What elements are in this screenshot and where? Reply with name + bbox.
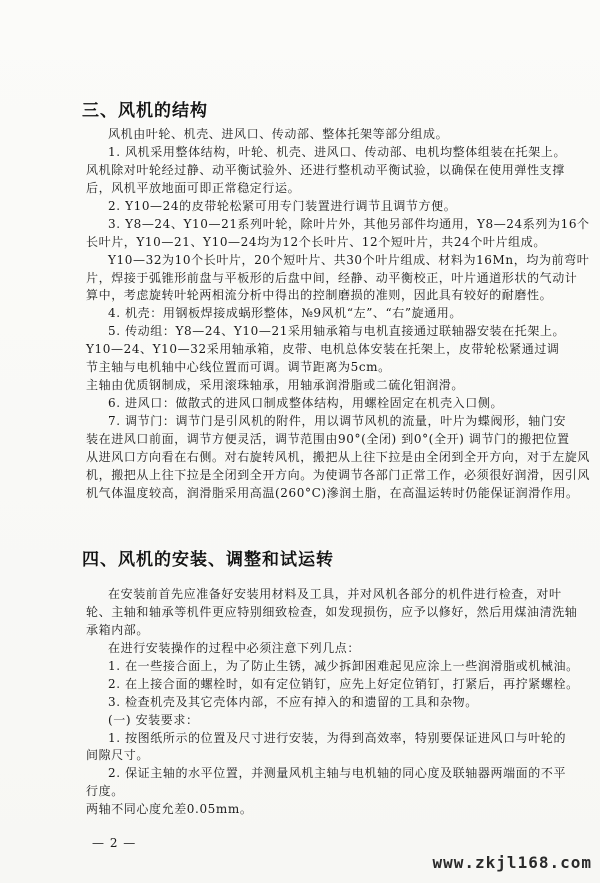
section-3-heading: 三、风机的结构 <box>82 101 208 121</box>
text-line: 节主轴与电机轴中心线位置而可调。调节距离为5cm。 <box>86 360 391 375</box>
text-line: 轮、主轴和轴承等机件更应特别细致检查，如发现损伤，应予以修好，然后用煤油清洗轴 <box>86 604 578 619</box>
text-line: 风机除对叶轮经过静、动平衡试验外、还进行整机动平衡试验，以确保在使用弹性支撑 <box>86 162 565 177</box>
text-line: 从进风口方向看在右侧。对右旋转风机，搬把从上往下拉是由全闭到全开方向，对于左旋风 <box>86 449 591 464</box>
text-line: Y10—24、Y10—32采用轴承箱，皮带、电机总体安装在托架上，皮带轮松紧通过调 <box>86 342 560 357</box>
text-line: 承箱内部。 <box>86 622 150 637</box>
text-line: 长叶片，Y10—21、Y10—24均为12个长叶片、12个短叶片，共24个叶片组成。 <box>86 234 546 249</box>
text-line: 机气体温度较高，润滑脂采用高温(260°C)滲润土脂，在高温运转时仍能保证润滑作用。 <box>86 485 579 500</box>
text-line: 在安装前首先应准备好安装用材料及工具，并对风机各部分的机件进行检查，对叶 <box>108 587 562 601</box>
text-line: 机，搬把从上往下拉是全闭到全开方向。为使调节各部门正常工作，必须很好润滑，因引风 <box>86 467 591 482</box>
text-line: 在进行安装操作的过程中必须注意下列几点： <box>108 640 361 655</box>
text-line: Y10—32为10个长叶片，20个短叶片、共30个叶片组成、材料为16Mn，均为前弯叶 <box>108 252 590 267</box>
text-line: 装在进风口前面，调节方便灵活，调节范围由90°(全闭) 到0°(全开) 调节门的搬把位置 <box>86 431 570 446</box>
text-line: 4. 机壳：用钢板焊接成蜗形整体，№9风机“左”、“右”旋通用。 <box>108 306 462 321</box>
text-line: 5. 传动组：Y8—24、Y10—21采用轴承箱与电机直接通过联轴器安装在托架上。 <box>108 324 566 339</box>
text-line: 算中，考虑旋转叶轮两相流分析中得出的控制磨损的准则，因此具有较好的耐磨性。 <box>86 288 553 303</box>
text-line: 3. Y8—24、Y10—21系列叶轮，除叶片外，其他另部件均通用，Y8—24系列为16个 <box>108 216 590 231</box>
text-line: 6. 进风口：做散式的进风口制成整体结构，用螺栓固定在机壳入口侧。 <box>108 396 504 411</box>
text-line: 风机由叶轮、机壳、进风口、传动部、整体托架等部分组成。 <box>108 127 449 141</box>
text-line: 2. 在上接合面的螺栓时，如有定位销钉，应先上好定位销钉，打紧后，再拧紧螺栓。 <box>108 676 579 691</box>
text-line: 1. 在一些接合面上，为了防止生锈，减少拆卸困难起见应涂上一些润滑脂或机械油。 <box>108 658 579 673</box>
text-line: 主轴由优质钢制成，采用滚珠轴承，用轴承润滑脂或二硫化钼润滑。 <box>86 378 465 393</box>
text-line: 1. 风机采用整体结构，叶轮、机壳、进风口、传动部、电机均整体组装在托架上。 <box>108 144 567 159</box>
text-line: 间隙尺寸。 <box>86 748 150 763</box>
text-line: 两轴不同心度允差0.05mm。 <box>86 802 253 817</box>
text-line: 1. 按图纸所示的位置及尺寸进行安装，为得到高效率，特别要保证进风口与叶轮的 <box>108 730 567 745</box>
text-line: 2. 保证主轴的水平位置，并测量风机主轴与电机轴的同心度及联轴器两端面的不平 <box>108 766 567 781</box>
text-line: 后，风机平放地面可即正常稳定行运。 <box>86 180 301 195</box>
section-4-heading: 四、风机的安装、调整和试运转 <box>82 550 334 570</box>
section-4-body <box>0 586 600 819</box>
text-line: 行度。 <box>86 784 124 799</box>
text-line: (一) 安装要求： <box>108 712 199 727</box>
text-line: 2. Y10—24的皮带轮松紧可用专门装置进行调节且调节方便。 <box>108 198 457 213</box>
text-line: 7. 调节门：调节门是引风机的附件，用以调节风机的流量，叶片为蝶阀形，轴门安 <box>108 414 567 428</box>
text-line: 3. 检查机壳及其它壳体内部，不应有掉入的和遗留的工具和杂物。 <box>108 694 478 709</box>
page-number: — 2 — <box>92 836 137 850</box>
section-3-body <box>0 126 600 503</box>
watermark: www.zkjl168.com <box>432 853 592 872</box>
text-line: 片，焊接于弧锥形前盘与平板形的后盘中间，经静、动平衡校正，叶片通道形状的气动计 <box>86 270 578 285</box>
